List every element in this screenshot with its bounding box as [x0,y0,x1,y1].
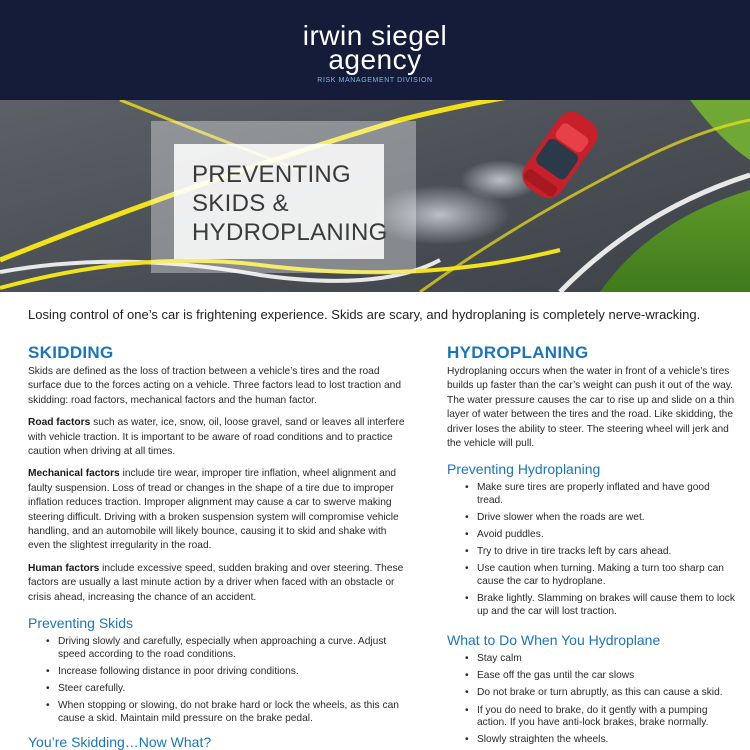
road-factors-text: such as water, ice, snow, oil, loose gravel, sand or leaves all interfere with vehicle traction. It is important to be aware of road conditions and to practice caution when driving at all times. [28,417,405,458]
list-item: • Try to drive in tire tracks left by cars ahead. [465,546,737,559]
logo-line-1: irwin siegel [302,20,448,51]
list-item: • Avoid puddles. [465,529,737,542]
title-line-2: SKIDS & [192,190,289,217]
preventing-hydroplaning-heading: Preventing Hydroplaning [447,461,601,478]
list-item: • Use caution when turning. Making a turn too sharp can cause the car to hydroplane. [465,563,737,588]
list-item: • Ease off the gas until the car slows [465,670,737,683]
list-item: • When stopping or slowing, do not brake hard or lock the wheels, as this can cause a skid. Maintain mild pressure on the brake pedal. [46,700,408,725]
preventing-hydroplaning-list [447,482,737,618]
page-title [192,160,392,247]
list-item: • Brake lightly. Slamming on brakes will cause them to lock up and the car will lost traction. [465,593,737,618]
now-what-heading: You’re Skidding…Now What? [28,734,212,750]
list-item: • Slowly straighten the wheels. [465,734,737,747]
list-item: • Stay calm [465,653,737,666]
mechanical-factors-text: include tire wear, improper tire inflation, wheel alignment and faulty suspension. Loss of tread or changes in the shape of a tire due to improper inflation reduces traction. Improper alignment may cause a car to swerve making steering difficult. Driving with a broken suspension system will compromise vehicle handling, and an automobile will likely bounce, causing it to skid and shake with even the slightest irregularity in the road. [28,468,399,552]
preventing-skids-heading: Preventing Skids [28,615,134,632]
hydroplaning-column [447,343,737,750]
road-factors-term: Road factors [28,417,91,429]
list-item: • Make sure tires are properly inflated and have good tread. [465,482,737,507]
list-item: • Do not brake or turn abruptly, as this can cause a skid. [465,687,737,700]
hydroplaning-definition: Hydroplaning occurs when the water in front of a vehicle’s tires builds up faster than the car’s weight can push it out of the way. The water pressure causes the car to rise up and slide on a thin layer of water between the tires and the road. Like skidding, the driver loses the ability to steer. The steering wheel will jerk and the vehicle will pull. [447,366,735,450]
title-line-1: PREVENTING [192,161,352,188]
title-line-3: HYDROPLANING [192,219,388,246]
logo-line-2: agency [328,44,422,75]
human-factors-text: include excessive speed, sudden braking and over steering. These factors are usually a last minute action by a driver when faced with an obstacle or crisis ahead, increasing the chance of an accident. [28,562,404,603]
list-item: • Increase following distance in poor driving conditions. [46,666,408,679]
skidding-heading: SKIDDING [28,343,114,362]
hydroplaning-heading: HYDROPLANING [447,343,589,362]
skidding-definition: Skids are defined as the loss of traction between a vehicle’s tires and the road surface due to the forces acting on a vehicle. Three factors lead to lost traction and skidding: road factors, mechanical factors and the human factor. [28,366,402,406]
logo-subtitle: RISK MANAGEMENT DIVISION [317,77,433,84]
list-item: • Steer carefully. [46,683,408,696]
intro-text: Losing control of one’s car is frightening experience. Skids are scary, and hydroplaning is completely nerve-wracking. [28,307,701,322]
human-factors-term: Human factors [28,562,100,574]
header-banner [0,0,750,100]
list-item: • If you do need to brake, do it gently with a pumping action. If you have anti-lock brakes, brake normally. [465,705,737,730]
what-to-do-heading: What to Do When You Hydroplane [447,632,661,649]
human-factors-paragraph [28,562,408,605]
mechanical-factors-paragraph [28,467,408,553]
road-factors-paragraph [28,416,408,459]
skidding-column [28,343,408,750]
preventing-skids-list [28,636,408,725]
mechanical-factors-term: Mechanical factors [28,468,120,480]
list-item: • Driving slowly and carefully, especially when approaching a curve. Adjust speed according to the road conditions. [46,636,408,661]
list-item: • Drive slower when the roads are wet. [465,512,737,525]
what-to-do-list [447,653,737,747]
